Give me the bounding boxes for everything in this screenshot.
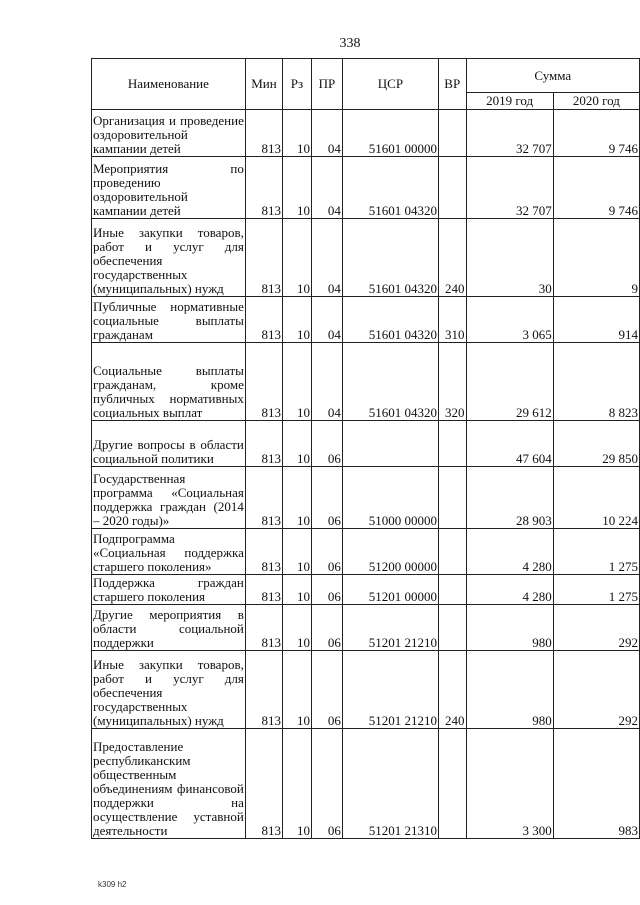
cell-2020: 9 746 xyxy=(553,110,639,157)
header-year-2019: 2019 год xyxy=(466,93,553,110)
table-row xyxy=(92,219,640,297)
cell-vr: 310 xyxy=(438,297,466,343)
cell-name: Подпрограмма «Социальная поддержка старшего поколения» xyxy=(92,529,246,575)
cell-2019: 30 xyxy=(466,219,553,297)
table-row xyxy=(92,343,640,421)
cell-pr: 04 xyxy=(311,157,342,219)
cell-name: Государственная программа «Социальная поддержка граждан (2014 – 2020 годы)» xyxy=(92,467,246,529)
cell-pr: 06 xyxy=(311,575,342,605)
cell-min: 813 xyxy=(245,343,282,421)
table-row xyxy=(92,605,640,651)
cell-pr: 04 xyxy=(311,343,342,421)
cell-rz: 10 xyxy=(283,110,312,157)
cell-vr: 320 xyxy=(438,343,466,421)
cell-rz: 10 xyxy=(283,605,312,651)
cell-2020: 10 224 xyxy=(553,467,639,529)
cell-2020: 1 275 xyxy=(553,529,639,575)
cell-min: 813 xyxy=(245,421,282,467)
cell-2019: 3 065 xyxy=(466,297,553,343)
cell-csr: 51200 00000 xyxy=(342,529,438,575)
cell-name: Мероприятия по проведению оздоровительной кампании детей xyxy=(92,157,246,219)
header-min: Мин xyxy=(245,59,282,110)
cell-rz: 10 xyxy=(283,297,312,343)
header-rz: Рз xyxy=(283,59,312,110)
cell-min: 813 xyxy=(245,157,282,219)
cell-min: 813 xyxy=(245,729,282,839)
header-sum: Сумма xyxy=(466,59,639,93)
table-row xyxy=(92,529,640,575)
cell-2019: 4 280 xyxy=(466,529,553,575)
cell-min: 813 xyxy=(245,529,282,575)
cell-rz: 10 xyxy=(283,651,312,729)
cell-rz: 10 xyxy=(283,467,312,529)
header-year-2020: 2020 год xyxy=(553,93,639,110)
cell-name: Организация и проведение оздоровительной кампании детей xyxy=(92,110,246,157)
cell-rz: 10 xyxy=(283,421,312,467)
header-pr: ПР xyxy=(311,59,342,110)
cell-csr: 51601 04320 xyxy=(342,219,438,297)
cell-2019: 28 903 xyxy=(466,467,553,529)
cell-vr xyxy=(438,467,466,529)
cell-pr: 04 xyxy=(311,110,342,157)
cell-2020: 9 746 xyxy=(553,157,639,219)
table-row xyxy=(92,575,640,605)
table-row xyxy=(92,729,640,839)
cell-pr: 06 xyxy=(311,605,342,651)
cell-rz: 10 xyxy=(283,157,312,219)
cell-min: 813 xyxy=(245,575,282,605)
cell-2020: 983 xyxy=(553,729,639,839)
cell-rz: 10 xyxy=(283,529,312,575)
cell-2019: 47 604 xyxy=(466,421,553,467)
cell-2020: 1 275 xyxy=(553,575,639,605)
footer-code: k309 h2 xyxy=(98,880,127,889)
cell-vr xyxy=(438,110,466,157)
cell-name: Публичные нормативные социальные выплаты гражданам xyxy=(92,297,246,343)
table-row xyxy=(92,651,640,729)
cell-csr: 51201 21310 xyxy=(342,729,438,839)
cell-name: Иные закупки товаров, работ и услуг для обеспечения государственных (муниципальных) нужд xyxy=(92,219,246,297)
cell-vr xyxy=(438,157,466,219)
cell-min: 813 xyxy=(245,110,282,157)
cell-min: 813 xyxy=(245,467,282,529)
cell-min: 813 xyxy=(245,651,282,729)
cell-min: 813 xyxy=(245,297,282,343)
cell-2020: 29 850 xyxy=(553,421,639,467)
table-row xyxy=(92,297,640,343)
cell-vr xyxy=(438,575,466,605)
cell-rz: 10 xyxy=(283,575,312,605)
cell-pr: 06 xyxy=(311,467,342,529)
cell-2019: 4 280 xyxy=(466,575,553,605)
cell-csr: 51601 04320 xyxy=(342,157,438,219)
cell-2019: 29 612 xyxy=(466,343,553,421)
cell-csr: 51601 04320 xyxy=(342,297,438,343)
cell-csr: 51000 00000 xyxy=(342,467,438,529)
cell-2019: 3 300 xyxy=(466,729,553,839)
cell-vr xyxy=(438,729,466,839)
cell-csr xyxy=(342,421,438,467)
budget-table xyxy=(91,58,640,839)
cell-2020: 292 xyxy=(553,605,639,651)
cell-rz: 10 xyxy=(283,729,312,839)
cell-min: 813 xyxy=(245,219,282,297)
cell-2020: 914 xyxy=(553,297,639,343)
cell-csr: 51601 00000 xyxy=(342,110,438,157)
table-row xyxy=(92,110,640,157)
cell-name: Иные закупки товаров, работ и услуг для обеспечения государственных (муниципальных) нужд xyxy=(92,651,246,729)
cell-pr: 06 xyxy=(311,421,342,467)
cell-2020: 8 823 xyxy=(553,343,639,421)
cell-pr: 04 xyxy=(311,297,342,343)
cell-pr: 06 xyxy=(311,529,342,575)
cell-2020: 9 xyxy=(553,219,639,297)
table-row xyxy=(92,467,640,529)
cell-name: Предоставление республиканским общественным объединениям финансовой поддержки на осуществление уставной деятельности xyxy=(92,729,246,839)
cell-2019: 980 xyxy=(466,651,553,729)
table-row xyxy=(92,421,640,467)
cell-vr xyxy=(438,421,466,467)
cell-vr: 240 xyxy=(438,651,466,729)
header-name: Наименование xyxy=(92,59,246,110)
cell-vr xyxy=(438,605,466,651)
table-body xyxy=(92,110,640,839)
cell-name: Поддержка граждан старшего поколения xyxy=(93,575,244,604)
cell-csr: 51201 21210 xyxy=(342,651,438,729)
header-vr: ВР xyxy=(438,59,466,110)
cell-pr: 06 xyxy=(311,651,342,729)
cell-2019: 32 707 xyxy=(466,157,553,219)
table-row xyxy=(92,157,640,219)
header-csr: ЦСР xyxy=(342,59,438,110)
cell-vr xyxy=(438,529,466,575)
cell-csr: 51201 00000 xyxy=(342,575,438,605)
cell-2020: 292 xyxy=(553,651,639,729)
cell-rz: 10 xyxy=(283,219,312,297)
cell-name: Социальные выплаты гражданам, кроме публичных нормативных социальных выплат xyxy=(92,343,246,421)
cell-csr: 51201 21210 xyxy=(342,605,438,651)
cell-min: 813 xyxy=(245,605,282,651)
cell-rz: 10 xyxy=(283,343,312,421)
cell-2019: 32 707 xyxy=(466,110,553,157)
page-number: 338 xyxy=(339,36,361,51)
cell-2019: 980 xyxy=(466,605,553,651)
cell-vr: 240 xyxy=(438,219,466,297)
cell-name: Другие мероприятия в области социальной поддержки xyxy=(92,605,246,651)
cell-pr: 06 xyxy=(311,729,342,839)
cell-csr: 51601 04320 xyxy=(342,343,438,421)
cell-name: Другие вопросы в области социальной политики xyxy=(92,421,246,467)
cell-pr: 04 xyxy=(311,219,342,297)
